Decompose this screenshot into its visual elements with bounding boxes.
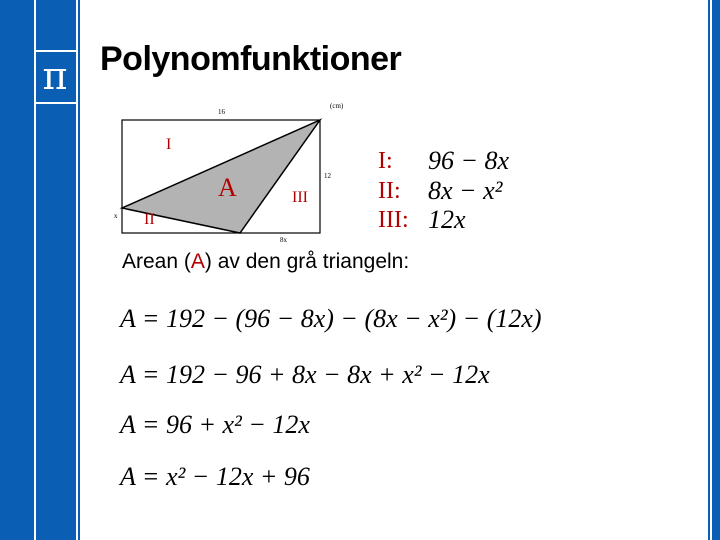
area-key-I: I: [378,148,393,174]
caption-highlight: A [190,250,205,273]
region-II-label: II [144,211,155,228]
equation-3: A = 96 + x² − 12x [120,410,310,439]
pi-icon: π [42,54,68,98]
caption-before: Arean ( [122,250,191,273]
area-key-III: III: [378,207,409,233]
region-III-label: III [292,189,308,206]
area-expr-III: 12x [428,205,466,234]
equation-2: A = 192 − 96 + 8x − 8x + x² − 12x [120,360,490,389]
label-top: 16 [218,108,225,116]
equation-4: A = x² − 12x + 96 [120,462,310,491]
page-title: Polynomfunktioner [100,40,402,78]
label-left: x [114,212,118,220]
right-border-line [708,0,710,540]
area-key-II: II: [378,178,401,204]
equation-1: A = 192 − (96 − 8x) − (8x − x²) − (12x) [120,304,542,333]
region-I-label: I [166,136,172,153]
caption-after: ) av den grå triangeln: [204,250,410,273]
triangle-figure [108,94,408,244]
label-unit: (cm) [330,102,344,110]
region-A-label: A [218,173,237,202]
label-bottom: 8x [280,236,287,244]
sidebar-divider [76,0,78,540]
logo [34,50,76,104]
caption [122,250,409,274]
area-expr-I: 96 − 8x [428,146,510,175]
area-expr-II: 8x − x² [428,176,503,205]
right-border [712,0,720,540]
label-right: 12 [324,172,331,180]
